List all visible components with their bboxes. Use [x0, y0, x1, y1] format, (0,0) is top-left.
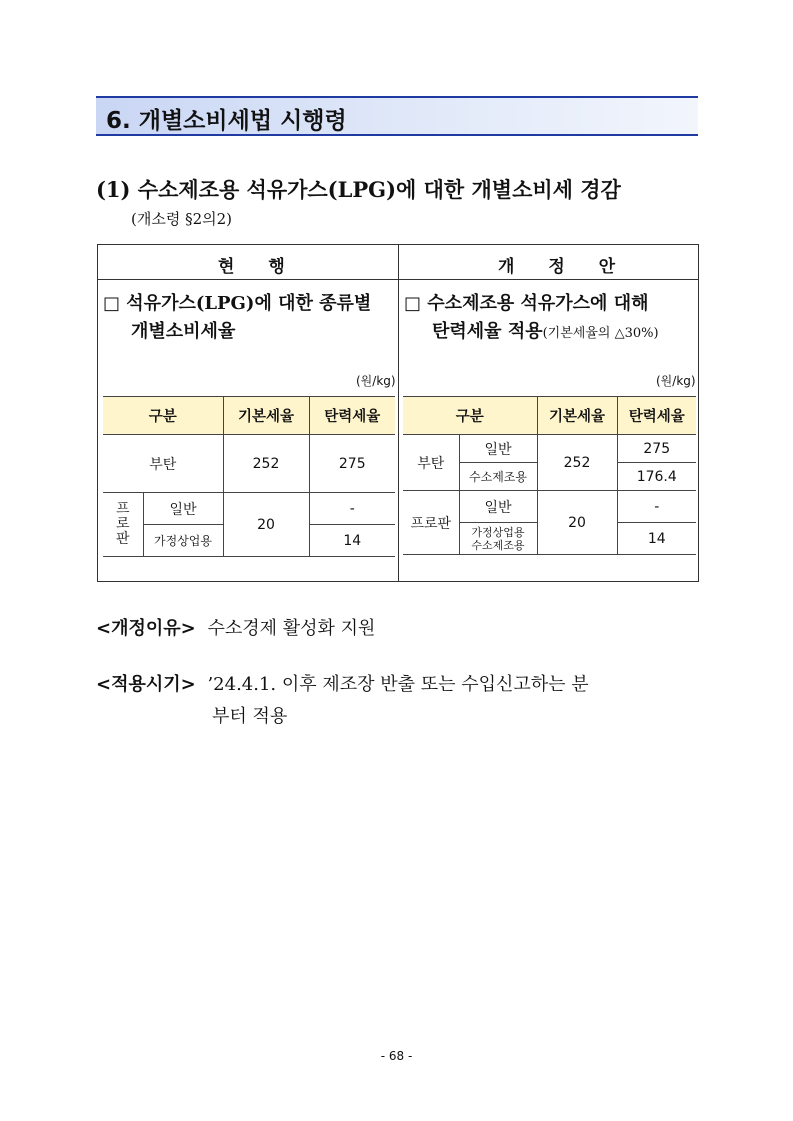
- butane-general-flex: 275: [617, 435, 696, 463]
- proposal-title-line1: 수소제조용 석유가스에 대해: [427, 293, 649, 314]
- proposal-column-heading: 개 정 안: [498, 257, 630, 277]
- propane-label: 프로판: [403, 491, 459, 555]
- page-number: - 68 -: [380, 1049, 413, 1063]
- propane-label: 프 로 판: [103, 493, 143, 557]
- table-row: [403, 435, 696, 463]
- current-unit-label: (원/kg): [356, 374, 396, 388]
- reason-label: <개정이유>: [96, 618, 196, 639]
- current-column-heading: 현 행: [218, 257, 299, 277]
- proposal-title-note: (기본세율의 △30%): [542, 326, 659, 341]
- header-category: 구분: [103, 397, 223, 435]
- butane-label: 부탄: [103, 435, 223, 493]
- checkbox-square-icon: □: [103, 293, 121, 314]
- comparison-divider: [398, 244, 399, 582]
- header-flex-rate: 탄력세율: [617, 397, 696, 435]
- effective-text-line1: ’24.4.1. 이후 제조장 반출 또는 수입신고하는 분: [207, 674, 589, 695]
- reason-text: 수소경제 활성화 지원: [207, 618, 376, 639]
- current-title-line1: 석유가스(LPG)에 대한 종류별: [126, 293, 372, 314]
- proposal-title-bold: 탄력세율 적용: [432, 321, 543, 342]
- subsection-reference: (개소령 §2의2): [131, 210, 233, 228]
- section-title: 6. 개별소비세법 시행령: [106, 108, 347, 134]
- butane-base-rate: 252: [537, 435, 617, 491]
- propane-general-label: 일반: [143, 493, 223, 525]
- header-base-rate: 기본세율: [537, 397, 617, 435]
- proposal-title-line2: [432, 318, 659, 348]
- propane-base-rate: 20: [223, 493, 309, 557]
- butane-base-rate: 252: [223, 435, 309, 493]
- butane-hydrogen-flex: 176.4: [617, 463, 696, 491]
- table-row: [103, 435, 395, 493]
- propane-general-flex: -: [309, 493, 395, 525]
- butane-flex-rate: 275: [309, 435, 395, 493]
- effective-text-line2: 부터 적용: [212, 706, 288, 727]
- current-title-line2: 개별소비세율: [131, 321, 236, 342]
- table-header-row: [103, 397, 395, 435]
- butane-hydrogen-label: 수소제조용: [459, 463, 537, 491]
- propane-general-label: 일반: [459, 491, 537, 523]
- comparison-header-line: [97, 279, 699, 280]
- header-base-rate: 기본세율: [223, 397, 309, 435]
- proposal-box-title: [404, 290, 649, 318]
- propane-household-hydrogen-label: 가정상업용 수소제조용: [459, 523, 537, 555]
- current-box-title: [103, 290, 371, 318]
- effective-label: <적용시기>: [96, 674, 196, 695]
- propane-general-flex: -: [617, 491, 696, 523]
- propane-household-flex: 14: [309, 525, 395, 557]
- header-flex-rate: 탄력세율: [309, 397, 395, 435]
- subsection-title: (1) 수소제조용 석유가스(LPG)에 대한 개별소비세 경감: [96, 177, 621, 202]
- butane-label: 부탄: [403, 435, 459, 491]
- table-row: [103, 493, 395, 525]
- section-heading-bar: [96, 96, 698, 136]
- checkbox-square-icon: □: [404, 293, 422, 314]
- propane-household-label: 가정상업용: [143, 525, 223, 557]
- table-header-row: [403, 397, 696, 435]
- butane-general-label: 일반: [459, 435, 537, 463]
- effective-line: [96, 670, 589, 696]
- header-category: 구분: [403, 397, 537, 435]
- proposal-rate-table: [403, 396, 696, 555]
- current-rate-table: [103, 396, 395, 557]
- reason-line: [96, 614, 375, 640]
- propane-household-flex: 14: [617, 523, 696, 555]
- table-row: [403, 491, 696, 523]
- propane-base-rate: 20: [537, 491, 617, 555]
- proposal-unit-label: (원/kg): [656, 374, 696, 388]
